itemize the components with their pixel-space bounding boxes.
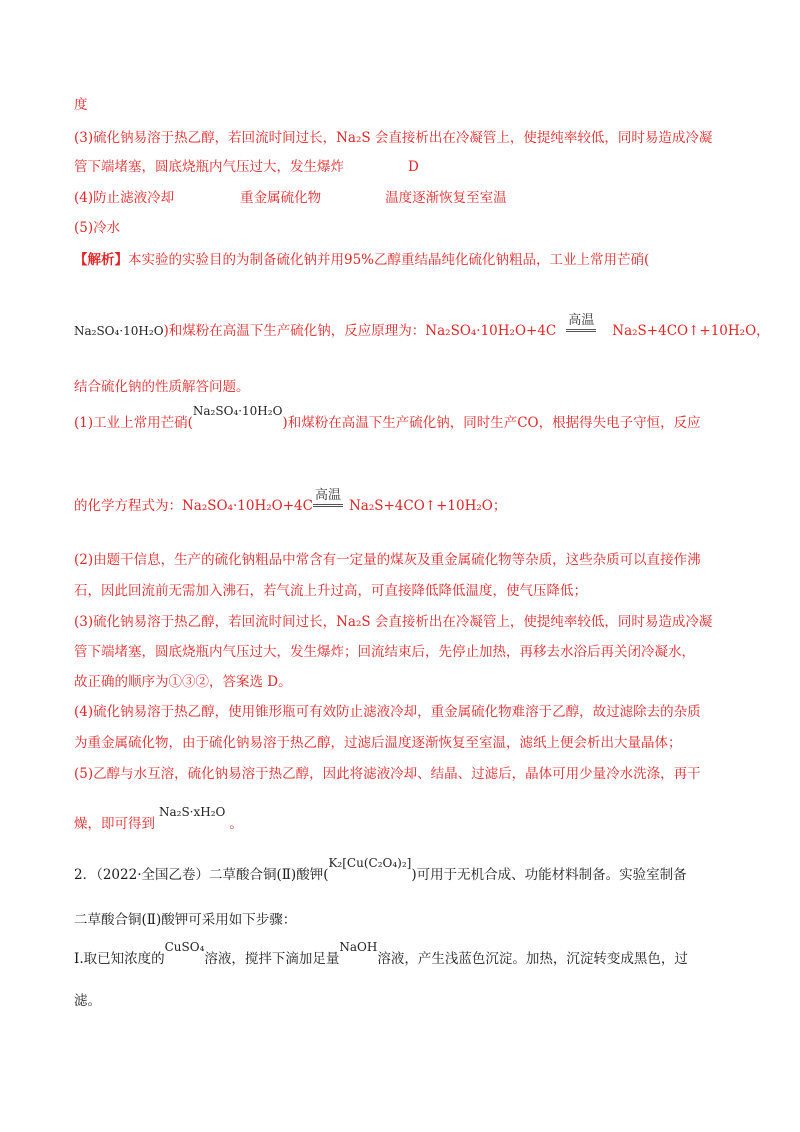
- text: Ⅰ.取已知浓度的: [74, 951, 165, 967]
- text: 石，因此回流前无需加入沸石，若气流上升过高，可直接降低降低温度，使气压降低；: [74, 583, 587, 599]
- equation-line: [74, 313, 770, 340]
- question-line: [74, 940, 688, 968]
- text: Na₂S+4CO↑+10H₂O；: [348, 498, 507, 514]
- text: (4)硫化钠易溶于热乙醇，使用锥形瓶可有效防止滤液冷却，重金属硫化物难溶于乙醇，故过滤除去的杂质: [74, 704, 701, 720]
- text: 管下端堵塞，圆底烧瓶内气压过大，发生爆炸；回流结束后，先停止加热，再移去水浴后再关闭冷凝水，: [74, 644, 695, 660]
- analysis-line: [74, 613, 712, 631]
- analysis-line: [74, 805, 243, 833]
- text: 为重金属硫化物，由于硫化钠易溶于热乙醇，过滤后温度逐渐恢复至室温，滤纸上便会析出大量晶体；: [74, 735, 682, 751]
- text: 溶液，产生浅蓝色沉淀。加热，沉淀转变成黑色，过: [377, 951, 688, 967]
- text: 。: [229, 816, 243, 832]
- text: )可用于无机合成、功能材料制备。实验室制备: [411, 867, 687, 883]
- answer-line: [74, 96, 88, 114]
- analysis-line: [74, 251, 649, 269]
- question-line: [74, 856, 687, 884]
- chemical-formula: NaOH: [339, 940, 378, 954]
- chemical-formula: Na₂SO₄·10H₂O: [192, 404, 283, 418]
- text: 度: [74, 97, 88, 113]
- reaction-condition: 高温: [566, 313, 596, 332]
- text: 温度逐渐恢复至室温: [385, 190, 507, 206]
- answer-line: [74, 129, 712, 147]
- analysis-line: [74, 582, 587, 600]
- text: 滤。: [74, 993, 101, 1009]
- analysis-line: [74, 673, 292, 691]
- text: (5)冷水: [74, 220, 121, 236]
- text: Na₂S+4CO↑+10H₂O，: [612, 323, 770, 339]
- text: 故正确的顺序为①③②，答案选 D。: [74, 674, 292, 690]
- text: 燥，即可得到: [74, 816, 155, 832]
- text: )和煤粉在高温下生产硫化钠，反应原理为：Na₂SO₄·10H₂O+4C: [163, 323, 557, 339]
- text: (4)防止滤液冷却: [74, 190, 175, 206]
- chemical-formula: Na₂S·xH₂O: [159, 805, 226, 819]
- reaction-condition: 高温: [313, 488, 343, 507]
- analysis-line: [74, 643, 695, 661]
- analysis-line: [74, 404, 701, 432]
- text: (5)乙醇与水互溶，硫化钠易溶于热乙醇，因此将滤液冷却、结晶、过滤后，晶体可用少量冷水洗涤，再干: [74, 766, 701, 782]
- analysis-label: 【解析】: [74, 252, 128, 268]
- text: (1)工业上常用芒硝(: [74, 415, 193, 431]
- text: 重金属硫化物: [240, 190, 322, 206]
- text: 本实验的实验目的为制备硫化钠并用95%乙醇重结晶纯化硫化钠粗品，工业上常用芒硝(: [128, 252, 650, 268]
- text: (3)硫化钠易溶于热乙醇，若回流时间过长，Na₂S 会直接析出在冷凝管上，使提纯率较低，同时易造成冷凝: [74, 130, 713, 146]
- question-line: [74, 911, 296, 929]
- answer-line: [74, 219, 120, 237]
- chemical-formula: CuSO₄: [164, 940, 205, 954]
- question-line: [74, 992, 101, 1010]
- analysis-line: [74, 551, 701, 569]
- text: 溶液，搅拌下滴加足量: [204, 951, 340, 967]
- analysis-line: [74, 703, 701, 721]
- text: 管下端堵塞，圆底烧瓶内气压过大，发生爆炸: [74, 159, 344, 175]
- text: (2)由题干信息，生产的硫化钠粗品中常含有一定量的煤灰及重金属硫化物等杂质，这些杂质可以直接作沸: [74, 552, 701, 568]
- text: 2．（2022·全国乙卷）二草酸合铜(Ⅱ)酸钾(: [74, 867, 329, 883]
- text: 二草酸合铜(Ⅱ)酸钾可采用如下步骤：: [74, 912, 297, 928]
- chemical-formula: Na₂SO₄·10H₂O: [74, 324, 164, 338]
- text: )和煤粉在高温下生产硫化钠，同时生产CO，根据得失电子守恒，反应: [282, 415, 701, 431]
- equation-line: [74, 488, 507, 515]
- analysis-line: [74, 378, 250, 396]
- answer-choice: D: [408, 159, 419, 175]
- text: 结合硫化钠的性质解答问题。: [74, 379, 250, 395]
- text: 的化学方程式为：Na₂SO₄·10H₂O+4C: [74, 498, 313, 514]
- answer-line: [74, 189, 507, 207]
- chemical-formula: K₂[Cu(C₂O₄)₂]: [328, 856, 412, 870]
- analysis-line: [74, 765, 701, 783]
- analysis-line: [74, 734, 682, 752]
- answer-line: [74, 158, 419, 176]
- text: (3)硫化钠易溶于热乙醇，若回流时间过长，Na₂S 会直接析出在冷凝管上，使提纯率较低，同时易造成冷凝: [74, 614, 713, 630]
